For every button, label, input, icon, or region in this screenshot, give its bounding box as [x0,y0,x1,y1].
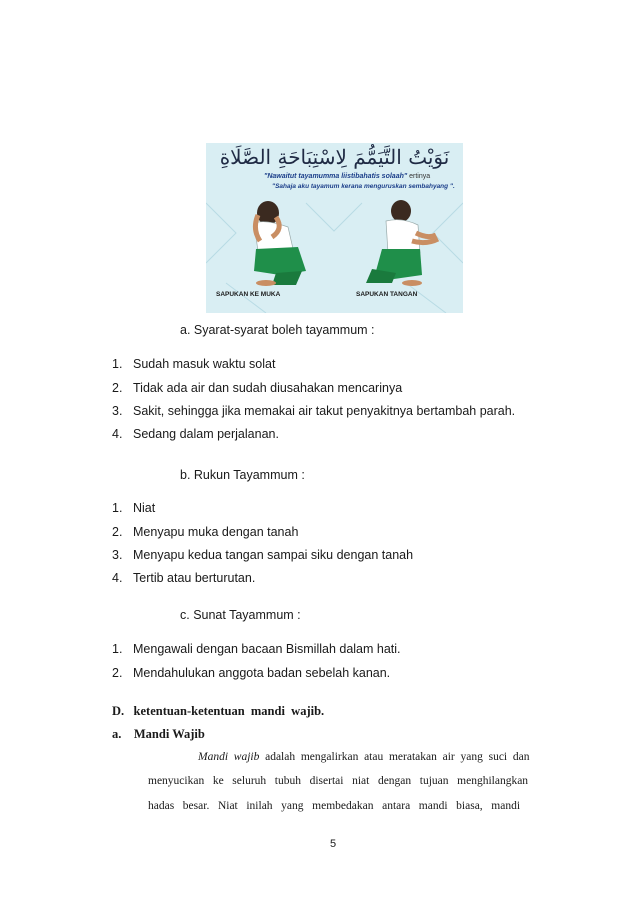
list-item: Menyapu muka dengan tanah [133,525,299,539]
list-item: Sedang dalam perjalanan. [133,427,279,441]
figure-boy-wiping-face [254,201,306,286]
section-b-title: b. Rukun Tayammum : [180,468,305,482]
section-a-title: a. Syarat-syarat boleh tayammum : [180,323,375,337]
list-item: Menyapu kedua tangan sampai siku dengan tanah [133,548,414,562]
mandi-wajib-subheading: a. Mandi Wajib [112,727,205,741]
arabic-intention-text: نَوَيْتُ التَّيَمُّمَ لِاسْتِبَاحَةِ الصَّلَاةِ [219,145,450,169]
section-d-heading: D. ketentuan-ketentuan mandi wajib. [112,704,325,718]
list-number: 2. [112,381,123,395]
list-number: 2. [112,666,123,680]
figure-caption-1: "Nawaitut tayamumma liistibahatis solaah" ertinya [264,173,431,180]
figure-label-face: SAPUKAN KE MUKA [216,291,281,298]
list-number: 1. [112,357,123,371]
list-item: Mengawali dengan bacaan Bismillah dalam hati. [133,642,401,656]
list-item: Tidak ada air dan sudah diusahakan mencarinya [133,381,403,395]
page-number: 5 [330,838,337,850]
figure-caption-2: "Sahaja aku tayamum kerana menguruskan sembahyang ". [272,183,455,190]
list-number: 1. [112,642,123,656]
list-number: 2. [112,525,123,539]
list-number: 4. [112,571,123,585]
paragraph-line-3: hadas besar. Niat inilah yang membedakan antara mandi biasa, mandi [148,800,521,812]
tayammum-illustration [206,143,463,313]
list-number: 3. [112,548,123,562]
figure-drawing [206,143,463,313]
paragraph-line-1: Mandi wajib adalah mengalirkan atau meratakan air yang suci dan [198,751,530,763]
list-item: Niat [133,501,156,515]
figure-boy-wiping-hands [366,200,438,286]
figure-label-hands: SAPUKAN TANGAN [356,291,418,298]
paragraph-line-2: menyucikan ke seluruh tubuh disertai niat dengan tujuan menghilangkan [148,775,529,787]
list-number: 1. [112,501,123,515]
list-item: Sakit, sehingga jika memakai air takut penyakitnya bertambah parah. [133,404,516,418]
list-item: Mendahulukan anggota badan sebelah kanan. [133,666,391,680]
list-number: 4. [112,427,123,441]
section-c-title: c. Sunat Tayammum : [180,608,301,622]
list-item: Tertib atau berturutan. [133,571,256,585]
list-item: Sudah masuk waktu solat [133,357,276,371]
list-number: 3. [112,404,123,418]
